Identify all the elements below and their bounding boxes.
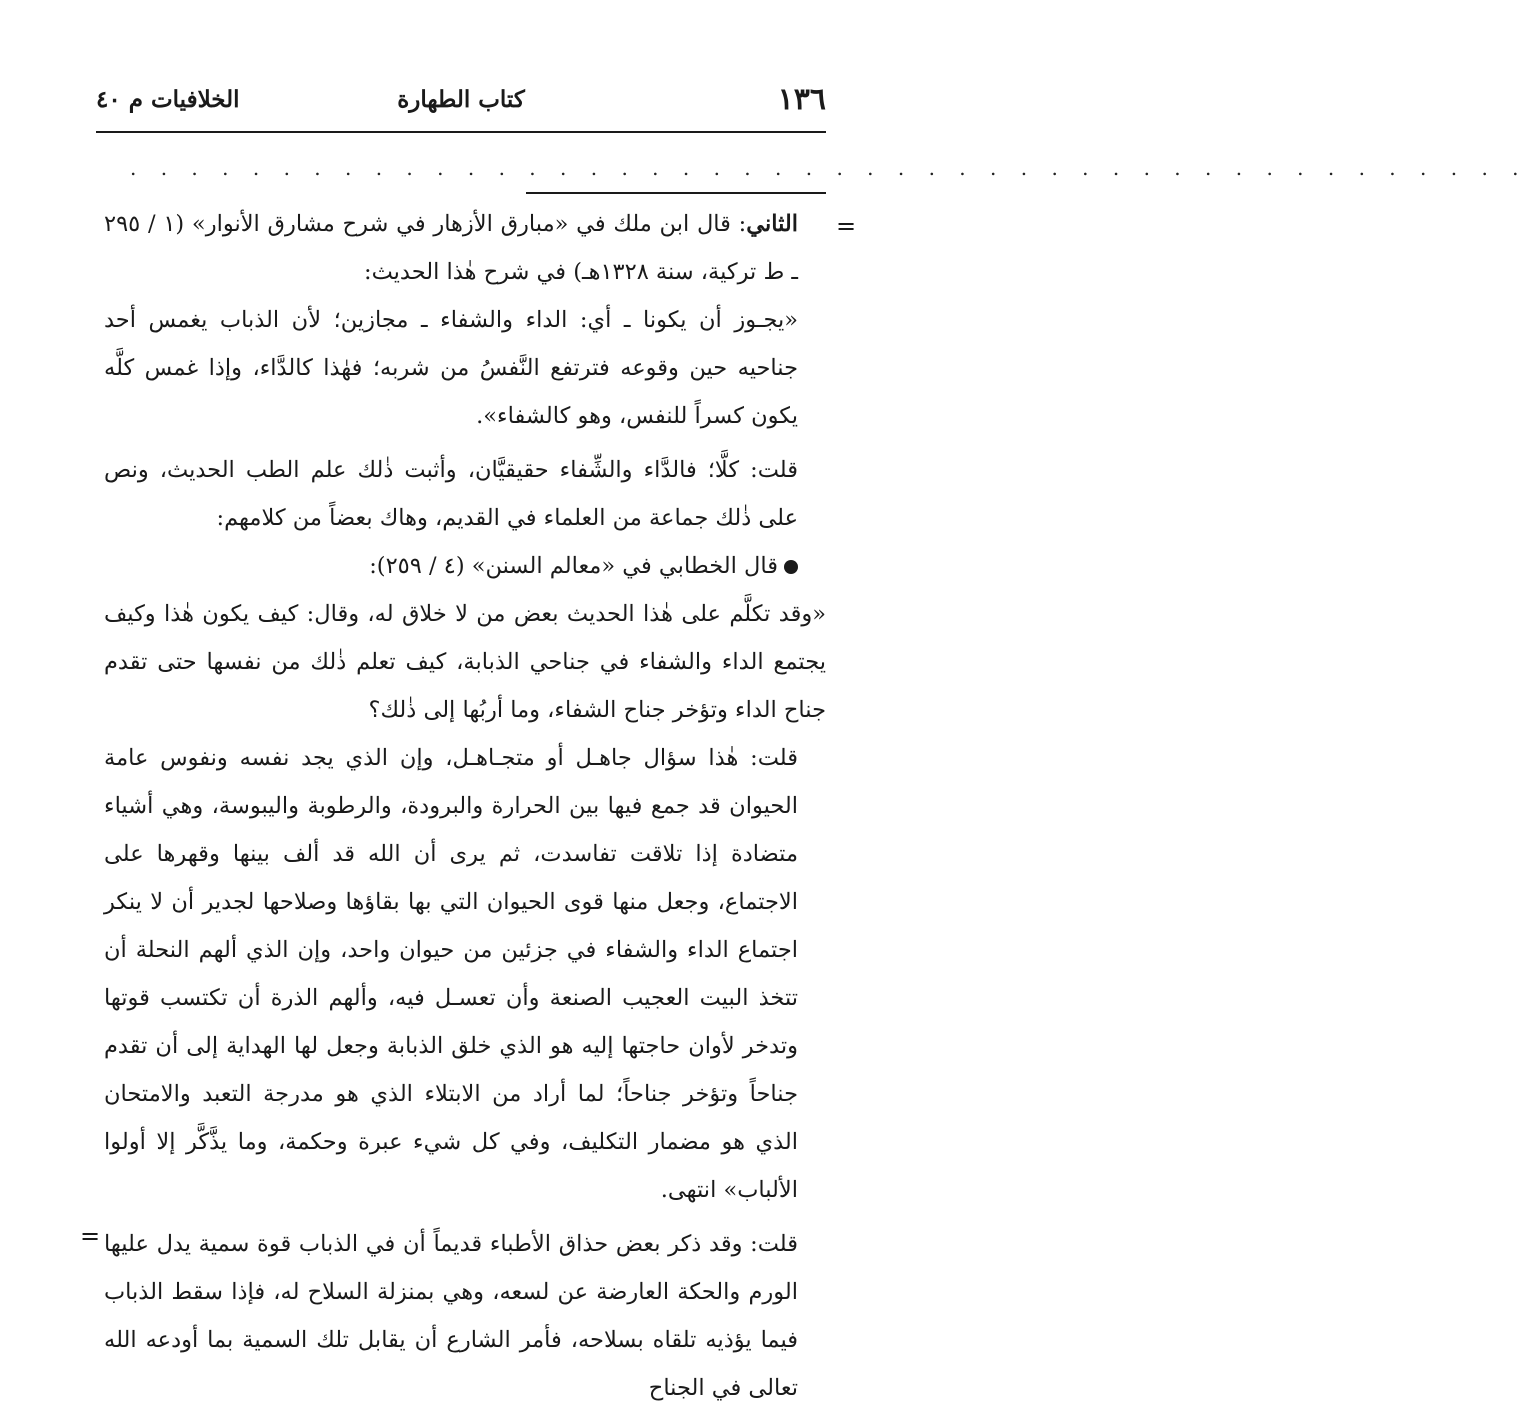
footnote-paragraph-1-text: : قال ابن ملك في «مبارق الأزهار في شرح مشارق الأنوار» (١ / ٢٩٥ ـ ط تركية، سنة ١٣٢٨هـ) في شرح هٰذا الحديث:: [104, 211, 798, 285]
header-rule: [96, 131, 826, 133]
bullet-icon: [784, 560, 798, 574]
footnote-lead: الثاني: [746, 211, 798, 237]
page-header: [96, 82, 826, 128]
book-title: كتاب الطهارة: [397, 86, 525, 113]
footnote-rule: [526, 192, 826, 194]
comment-paragraph-3: قلت: وقد ذكر بعض حذاق الأطباء قديماً أن في الذباب قوة سمية يدل عليها الورم والحكة العارضة عن لسعه، وهي بمنزلة السلاح له، فإذا سقط الذباب فيما يؤذيه تلقاه بسلاحه، فأمر الشارع أن يقابل تلك السمية بما أودعه الله تعالى في الجناح: [104, 1231, 798, 1401]
separator-dots: . . . . . . . . . . . . . . . . . . . . . . . . . . . . . . . . . . . . . . . . . . . . . .: [130, 156, 1528, 180]
source-bullet-line: [104, 542, 826, 590]
page-number: ١٣٦: [777, 82, 826, 117]
comment-paragraph-2: قلت: هٰذا سؤال جاهـل أو متجـاهـل، وإن الذي يجد نفسه ونفوس عامة الحيوان قد جمع فيها بين الحرارة والبرودة، والرطوبة واليبوسة، وهي أشياء متضادة إذا تلاقت تفاسدت، ثم يرى أن الله قد ألف بينها وقهرها على الاجتماع، وجعل منها قوى الحيوان التي بها بقاؤها وصلاحها لجدير أن لا ينكر اجتماع الداء والشفاء في جزئين من حيوان واحد، وإن الذي ألهم النحلة أن تتخذ البيت العجيب الصنعة وأن تعسـل فيه، وألهم الذرة أن تكتسب قوتها وتدخر لأوان حاجتها إليه هو الذي خلق الذبابة وجعل لها الهداية إلى أن تقدم جناحاً وتؤخر جناحاً؛ لما أراد من الابتلاء الذي هو مدرجة التعبد والامتحان الذي هو مضمار التكليف، وفي كل شيء عبرة وحكمة، وما يذَّكَّر إلا أولوا الألباب» انتهى.: [104, 745, 798, 1203]
quote-paragraph-2: «وقد تكلَّم على هٰذا الحديث بعض من لا خلاق له، وقال: كيف يكون هٰذا وكيف يجتمع الداء والشفاء في جناحي الذبابة، كيف تعلم ذٰلك من نفسها حتى تقدم جناح الداء وتؤخر جناح الشفاء، وما أربُها إلى ذٰلك؟: [104, 601, 826, 723]
comment-paragraph-1: قلت: كلَّا؛ فالدَّاء والشِّفاء حقيقيَّان، وأثبت ذٰلك علم الطب الحديث، ونص على ذٰلك جماعة من العلماء في القديم، وهاك بعضاً من كلامهم:: [104, 457, 798, 531]
footnote-paragraph-1: [104, 200, 826, 296]
continuation-mark-top: =: [836, 212, 857, 240]
source-bullet-text: قال الخطابي في «معالم السنن» (٤ / ٢٥٩):: [369, 553, 778, 579]
continuation-mark-bottom: =: [80, 1222, 101, 1250]
running-reference: الخلافيات م ٤٠: [96, 86, 240, 113]
quote-paragraph-1: «يجـوز أن يكونا ـ أي: الداء والشفاء ـ مجازين؛ لأن الذباب يغمس أحد جناحيه حين وقوعه فترتفع النَّفسُ من شربه؛ فهٰذا كالدَّاء، وإذا غمس كلَّه يكون كسراً للنفس، وهو كالشفاء».: [104, 307, 798, 429]
footnote-body: [104, 200, 826, 1412]
